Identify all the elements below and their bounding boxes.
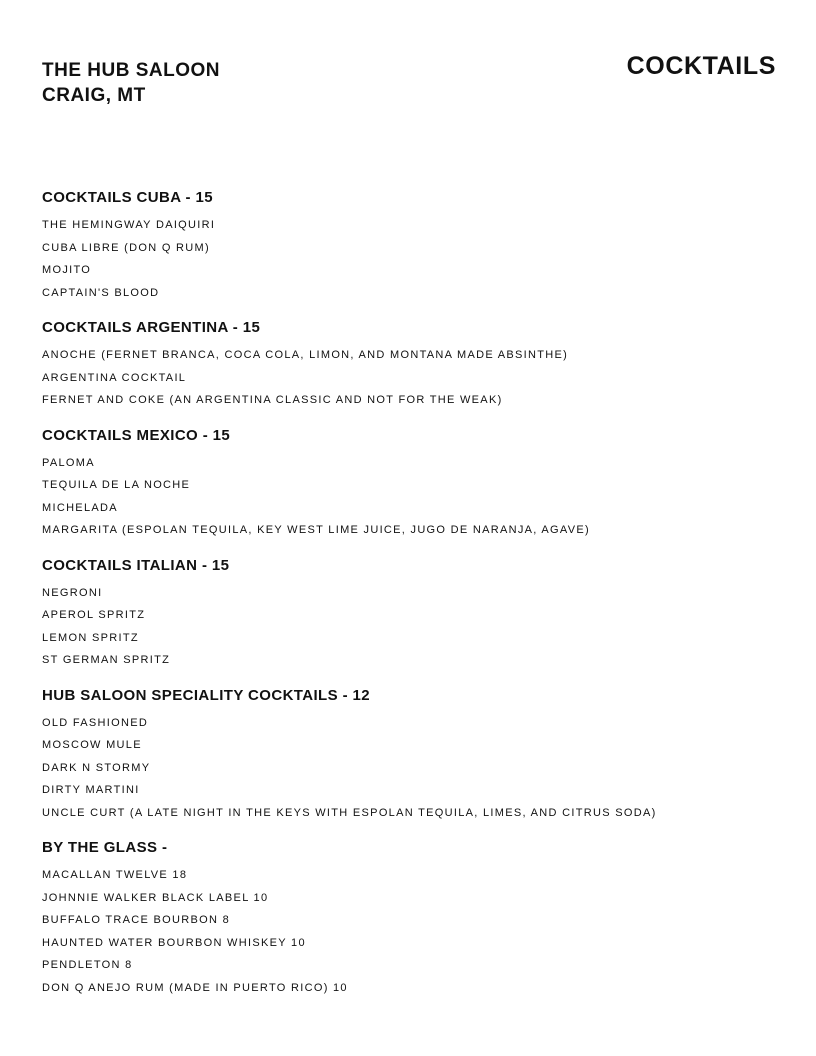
menu-item: PALOMA <box>42 456 95 469</box>
section-title: COCKTAILS CUBA - 15 <box>42 189 213 206</box>
section-title: HUB SALOON SPECIALITY COCKTAILS - 12 <box>42 686 371 704</box>
menu-item: MARGARITA (ESPOLAN TEQUILA, KEY WEST LIME JUICE, JUGO DE NARANJA, AGAVE) <box>42 524 590 536</box>
menu-item: MOSCOW MULE <box>42 739 142 751</box>
venue-name: THE HUB SALOON <box>42 60 220 81</box>
section-title: BY THE GLASS - <box>42 839 168 856</box>
page-title: COCKTAILS <box>626 52 776 80</box>
menu-item: ANOCHE (FERNET BRANCA, COCA COLA, LIMON, AND MONTANA MADE ABSINTHE) <box>42 349 569 361</box>
menu-item: DIRTY MARTINI <box>42 784 140 796</box>
menu-item-list <box>42 344 782 412</box>
section-title: COCKTAILS ARGENTINA - 15 <box>42 319 261 336</box>
menu-item: CAPTAIN'S BLOOD <box>42 286 160 299</box>
menu-item: THE HEMINGWAY DAIQUIRI <box>42 219 216 231</box>
menu-item: HAUNTED WATER BOURBON WHISKEY 10 <box>42 936 306 949</box>
menu-item: DON Q ANEJO RUM (MADE IN PUERTO RICO) 10 <box>42 981 348 994</box>
menu-item: UNCLE CURT (A LATE NIGHT IN THE KEYS WITH ESPOLAN TEQUILA, LIMES, AND CITRUS SODA) <box>42 806 657 819</box>
menu-item: APEROL SPRITZ <box>42 609 146 621</box>
venue-header <box>42 58 220 108</box>
menu-section-mexico <box>42 426 782 542</box>
menu-item: CUBA LIBRE (DON Q RUM) <box>42 241 210 254</box>
menu-item: BUFFALO TRACE BOURBON 8 <box>42 914 231 926</box>
menu-section-cuba <box>42 188 782 304</box>
menu-section-by-the-glass <box>42 838 782 999</box>
menu-item-list <box>42 712 782 825</box>
menu-item: LEMON SPRITZ <box>42 631 139 644</box>
menu-item: ST GERMAN SPRITZ <box>42 654 171 666</box>
menu-item-list <box>42 214 782 304</box>
menu-item: OLD FASHIONED <box>42 716 149 729</box>
menu-item: JOHNNIE WALKER BLACK LABEL 10 <box>42 891 269 904</box>
section-title: COCKTAILS ITALIAN - 15 <box>42 556 230 574</box>
menu-section-speciality <box>42 686 782 825</box>
menu-item: ARGENTINA COCKTAIL <box>42 371 187 384</box>
venue-location: CRAIG, MT <box>42 85 146 106</box>
section-title: COCKTAILS MEXICO - 15 <box>42 426 231 444</box>
menu-item: FERNET AND COKE (AN ARGENTINA CLASSIC AND NOT FOR THE WEAK) <box>42 394 503 406</box>
menu-item: PENDLETON 8 <box>42 959 133 971</box>
menu-item: DARK N STORMY <box>42 761 151 774</box>
menu-item: MOJITO <box>42 264 92 276</box>
menu-item-list <box>42 864 782 999</box>
menu-section-italian <box>42 556 782 672</box>
menu-section-argentina <box>42 318 782 412</box>
menu-item-list <box>42 582 782 672</box>
menu-item: MACALLAN TWELVE 18 <box>42 869 188 881</box>
menu-item: NEGRONI <box>42 586 103 599</box>
menu-item: MICHELADA <box>42 501 118 514</box>
menu-item-list <box>42 452 782 542</box>
menu-item: TEQUILA DE LA NOCHE <box>42 479 191 491</box>
menu-body <box>42 188 782 1013</box>
